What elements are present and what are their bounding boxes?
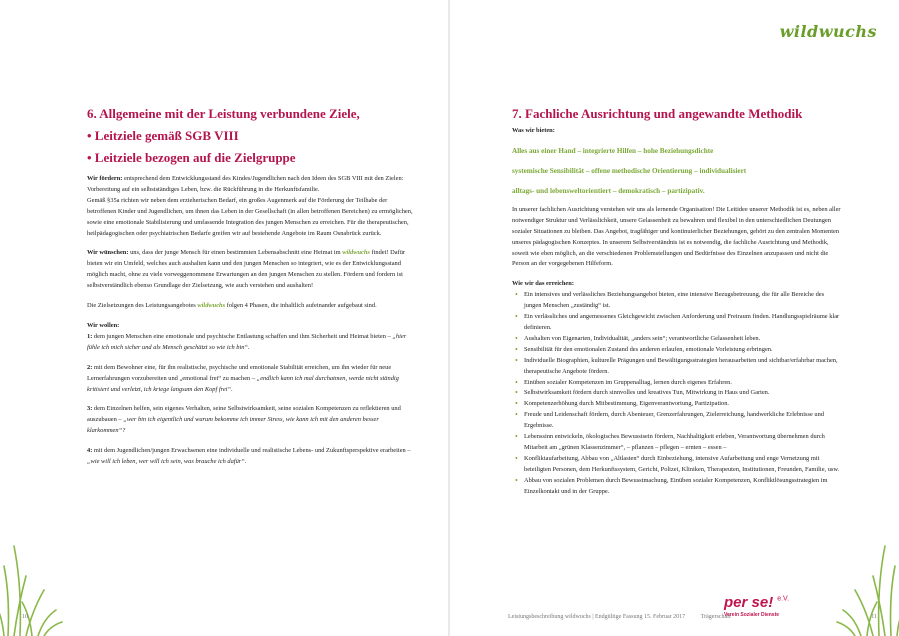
wuenschen-brand: wildwuchs [342, 249, 370, 257]
wollen-text: mit dem Jugendlichen/jungen Erwachsenen eine individuelle und realistische Lebens- und Zukunftsperspektive erarbeiten – [92, 447, 411, 455]
wollen-label: Wir wollen: [87, 321, 120, 329]
list-item: • Selbstwirksamkeit fördern durch sinnvolles und kreatives Tun, Mitwirkung in Haus und Garten. [512, 388, 842, 399]
section-7-heading: 7. Fachliche Ausrichtung und angewandte Methodik [512, 106, 803, 121]
grass-decoration-left [0, 526, 70, 636]
traegerschaft-label: Trägerschaft [700, 614, 731, 620]
perse-logo-subtitle: Verein Sozialer Dienste [724, 612, 780, 618]
left-page [0, 0, 449, 636]
perse-logo [724, 594, 789, 618]
wollen-num: 3: [87, 405, 93, 413]
perse-logo-main: per se! [724, 594, 774, 611]
list-item: • Lebenssinn entwickeln, ökologisches Bewusstsein fördern, Nachhaltigkeit erleben, Verantwortung übernehmen durch Mitarbeit am „grünen Klassenzimmer“, – pflanzen – pflegen – ernten – essen – [512, 432, 842, 454]
wollen-item-1 [87, 332, 417, 354]
wildwuchs-logo: wildwuchs [779, 22, 877, 41]
wollen-num: 2: [87, 363, 93, 371]
right-column [512, 104, 842, 497]
phasen-paragraph [87, 301, 417, 312]
wollen-num: 1: [87, 332, 93, 340]
list-item: • Ein intensives und verlässliches Beziehungsangebot bieten, eine intensive Bezugsbetreuung, die für alle Bereiche des jungen Menschen „zuständig“ ist. [512, 290, 842, 312]
footer-text: Leistungsbeschreibung wildwuchs | Endgültige Fassung 15. Februar 2017 [508, 614, 686, 620]
left-column [87, 104, 417, 477]
wollen-quote: „endlich kann ich mal durchatmen, werde nicht ständig kritisiert und verletzt, ich kriege langsam den Kopf frei“. [87, 374, 399, 393]
green-line-1: Alles aus einer Hand – integrierte Hilfen – hohe Beziehungsdichte [512, 146, 714, 155]
list-item: • Kompetenzerhöhung durch Mitbestimmung, Eigenverantwortung, Partizipation. [512, 399, 842, 410]
wollen-quote: „wie will ich leben, wer will ich sein, was brauche ich dafür“. [87, 458, 247, 466]
wollen-text: mit dem Bewohner eine, für ihn realistische, psychische und emotionale Stabilität erreichen, um ihn wieder für neue Lernerfahrungen vorzubereiten und „emotional frei“ zu machen – [87, 363, 392, 382]
page-number-left: 10 [22, 614, 28, 620]
intro-paragraph: In unserer fachlichen Ausrichtung verstehen wir uns als lernende Organisation! Die Leitidee unserer Methodik ist es, neben aller notwendiger Struktur und Verlässlichkeit, unsere Gelassenheit zu bewahren und flexibel in den unterschiedlichen Deutungen sozialer Situationen zu bleiben. Das Angebot, tragfähiger und kontinuierlicher Beziehungen, gehört zu den zentralen Momenten unseres pädagogischen Konzeptes. In unserem Selbstverständnis ist es notwendig, die fachliche Ausrichtung und Methodik, soweit wie eben möglich, an die verschiedenen Problemstellungen und Bedürfnisse des Einzelnen anzupassen und nicht die Person an der vorgegebenen Hilfeform. [512, 205, 841, 268]
section-6-heading-line-3: • Leitziele bezogen auf die Zielgruppe [87, 150, 296, 165]
list-item: • Freude und Leidenschaft fördern, durch Abenteuer, Grenzerfahrungen, Zielerreichung, handwerkliche Erlebnisse und Ergebnisse. [512, 410, 842, 432]
foerdern-text: entsprechend dem Entwicklungsstand des Kindes/Jugendlichen nach den Ideen des SGB VIII mit den Zielen: Vorbereitung auf ein selbstständiges Leben, bzw. die Rückführung in die Herkunftsfamilie. [87, 175, 404, 193]
foerdern-paragraph [87, 174, 417, 196]
section-6-heading-line-2: • Leitziele gemäß SGB VIII [87, 128, 239, 143]
was-wir-bieten-label: Was wir bieten: [512, 127, 555, 134]
perse-logo-ev: e.V. [777, 595, 790, 603]
foerdern-label: Wir fördern: [87, 175, 123, 182]
list-item: • Konfliktaufarbeitung, Abbau von „Altlasten“ durch Einbeziehung, intensive Aufarbeitung und enge Vernetzung mit beteiligten Personen, dem Herkunftssystem, Gericht, Polizei, Kliniken, Therapeuten, Institutionen, Freunden, Familie, usw. [512, 454, 842, 476]
wollen-num: 4: [87, 447, 93, 455]
wollen-item-2 [87, 363, 417, 396]
list-item: • Ein verlässliches und angemessenes Gleichgewicht zwischen Anforderung und Freiraum finden. Handlungsspielräume klar definieren. [512, 312, 842, 334]
phasen-text-a: Die Zielsetzungen des Leistungsangebotes [87, 302, 198, 310]
wollen-quote: „hier fühle ich mich sicher und als Mensch geschätzt so wie ich bin“. [87, 332, 407, 351]
footer-document-info [508, 614, 731, 620]
wuenschen-label: Wir wünschen: [87, 249, 129, 257]
list-item: • Einüben sozialer Kompetenzen im Gruppenalltag, lernen durch eigenes Erfahren. [512, 378, 842, 389]
grass-decoration-right [819, 526, 899, 636]
page-number-right: 11 [871, 614, 877, 620]
list-item: • Abbau von sozialen Problemen durch Bewusstmachung, Einüben sozialer Kompetenzen, Konfliktlösungsstrategien im Einzelkontakt und in der Gruppe. [512, 476, 842, 498]
list-item: • Sensibilität für den emotionalen Zustand des anderen erlaufen, emotionale Vorleistung erbringen. [512, 345, 842, 356]
foerdern-paragraph-2: Gemäß §35a richten wir neben dem erzieherischen Bedarf, ein großes Augenmerk auf die Förderung der Teilhabe der betroffenen Kinder und Jugendlichen, um ihnen das Leben in der Gesellschaft (in allen betroffenen Bereichen) zu ermöglichen, sowie eine emotionale Stabilisierung und umfassende Integration des jungen Menschen zu erreichen. Für die therapeutischen, heilpädagogischen oder psychiatrischen Bedarfe greifen wir auf bestehende Angebote im Raum Osnabrück zurück. [87, 196, 413, 237]
phasen-brand: wildwuchs [197, 302, 226, 310]
green-summary-lines [512, 141, 842, 201]
wollen-item-4 [87, 446, 417, 468]
right-page [450, 0, 899, 636]
list-item: • Aushalten von Eigenarten, Individualität, „anders sein“; verantwortliche Gelassenheit leben. [512, 334, 842, 345]
wuenschen-text-a: uns, dass der junge Mensch für einen bestimmten Lebensabschnitt eine Heimat im [128, 249, 343, 257]
wuenschen-paragraph [87, 248, 417, 292]
green-line-2: systemische Sensibilität – offene methodische Orientierung – individualisiert [512, 166, 747, 175]
wollen-text: dem Einzelnen helfen, sein eigenes Verhalten, seine Selbstwirksamkeit, seine sozialen Kompetenzen zu reflektieren und auszubauen – [87, 405, 401, 424]
erreichen-label: Wie wir das erreichen: [512, 280, 574, 288]
green-line-3: alltags- und lebensweltorientiert – demokratisch – partizipativ. [512, 186, 705, 195]
wuenschen-text-b: findet! Dafür bieten wir ein Umfeld, welches auch aushalten kann und den jungen Menschen so integriert, wie es der Entwicklungsstand möglich macht, ohne zu viele vorweggenommene Erwartungen an den jungen Menschen zu stellen. Fördern und fordern ist selbstverständlich ebenso Grundlage der Zielsetzung, wie auch verstehen und aushalten! [87, 249, 406, 290]
wollen-quote: „wer bin ich eigentlich und warum bekomme ich immer Stress, wie kann ich mit den anderen besser klarkommen“? [87, 416, 379, 435]
phasen-text-b: folgen 4 Phasen, die inhaltlich aufeinander aufgebaut sind. [225, 302, 377, 310]
wollen-text: dem jungen Menschen eine emotionale und psychische Entlastung schaffen und ihm Sicherheit und Heimat bieten – [92, 332, 393, 340]
list-item: • Individuelle Biographien, kulturelle Prägungen und Bewältigungsstrategien herausarbeiten und sichtbar/erfahrbar machen, therapeutische Angebote fördern. [512, 356, 842, 378]
section-6-heading-line-1: 6. Allgemeine mit der Leistung verbundene Ziele, [87, 106, 360, 121]
wollen-item-3 [87, 404, 417, 437]
method-list [512, 290, 842, 497]
